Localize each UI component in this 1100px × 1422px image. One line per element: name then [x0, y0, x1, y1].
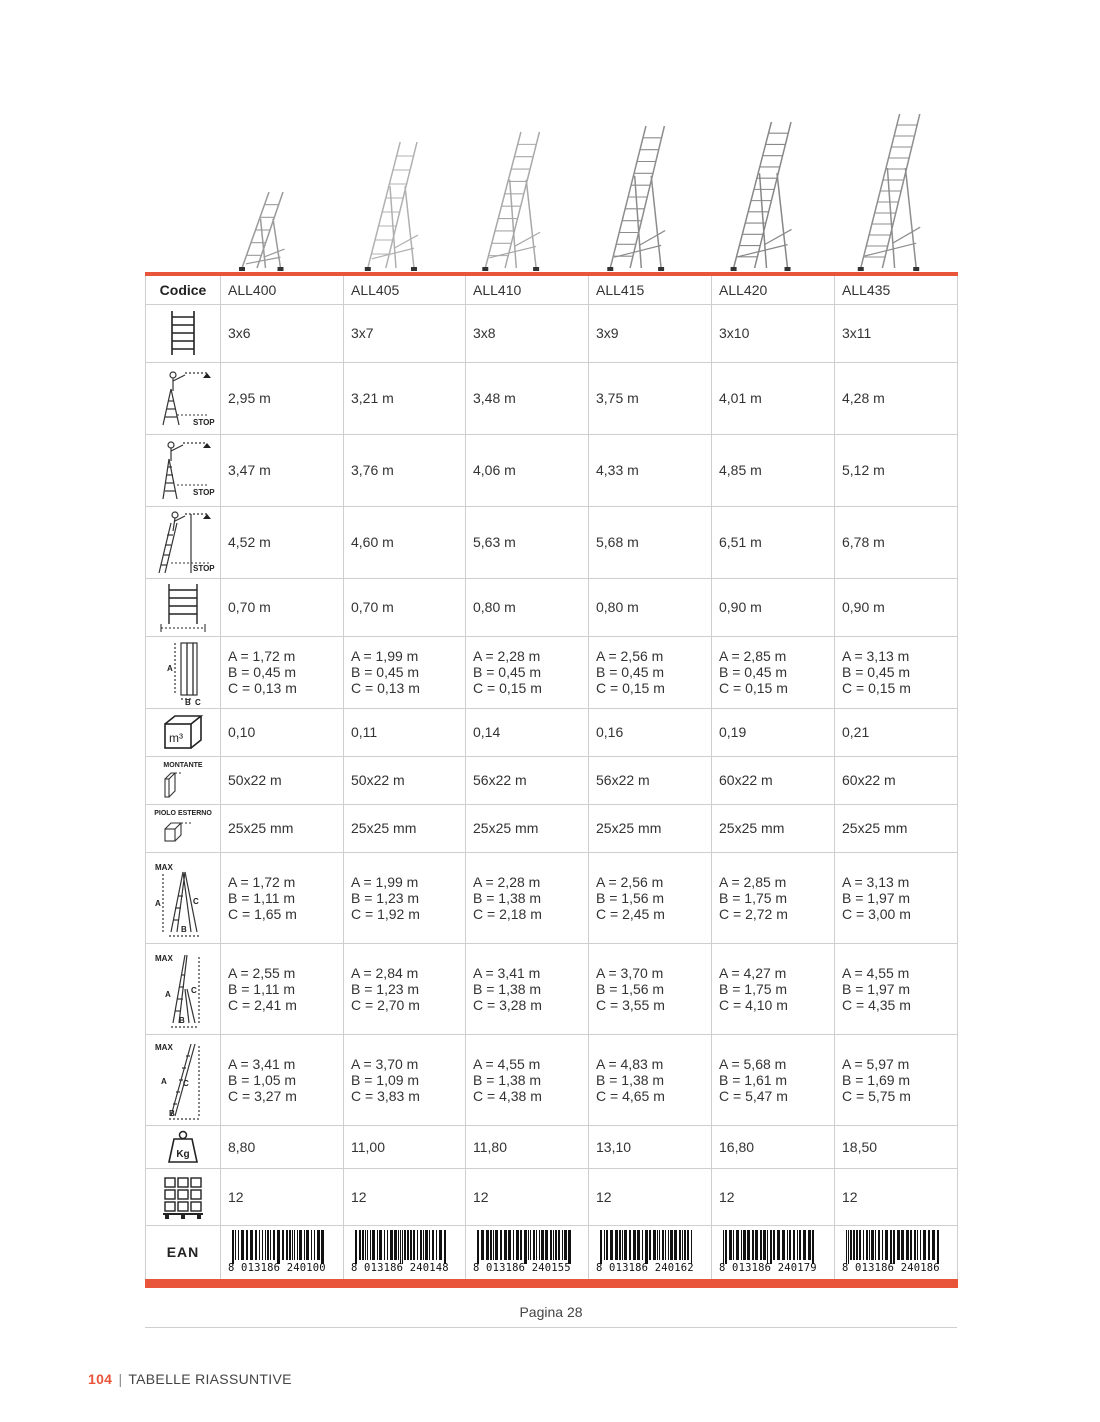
pallet-value: 12 [589, 1168, 712, 1225]
svg-text:m³: m³ [169, 731, 183, 745]
model-code: ALL415 [589, 274, 712, 304]
max-config-value: A = 3,41 m B = 1,38 m C = 3,28 m [466, 943, 589, 1034]
max-config-value: A = 1,72 m B = 1,11 m C = 1,65 m [221, 852, 344, 943]
model-code: ALL400 [221, 274, 344, 304]
max-config-value: A = 3,13 m B = 1,97 m C = 3,00 m [835, 852, 958, 943]
volume-row [146, 708, 958, 756]
ladder-rungs-icon [146, 304, 221, 362]
working-height-value: 6,51 m [712, 506, 835, 578]
model-code: ALL420 [712, 274, 835, 304]
svg-text:A: A [165, 989, 171, 999]
svg-text:A: A [167, 664, 173, 673]
max-config-value: A = 3,70 m B = 1,56 m C = 3,55 m [589, 943, 712, 1034]
ladder-all405-icon [363, 140, 423, 272]
barcode-icon [473, 1230, 573, 1264]
pallet-value: 12 [835, 1168, 958, 1225]
rungs-value: 3x6 [221, 304, 344, 362]
width-value: 0,70 m [344, 578, 466, 636]
rungs-value: 3x9 [589, 304, 712, 362]
ladder-all435-icon [855, 112, 927, 272]
model-code: ALL410 [466, 274, 589, 304]
ean-barcode: 8 013186 240100 [221, 1225, 344, 1283]
model-code: ALL405 [344, 274, 466, 304]
rung-profile-value: 25x25 mm [221, 804, 344, 852]
ladder-image-all420 [728, 120, 798, 272]
working-height-value: 3,21 m [344, 362, 466, 434]
max-config-value: A = 4,55 m B = 1,38 m C = 4,38 m [466, 1034, 589, 1125]
divider [145, 1327, 957, 1328]
working-height-value: 5,68 m [589, 506, 712, 578]
max-config-value: A = 2,28 m B = 1,38 m C = 2,18 m [466, 852, 589, 943]
weight-value: 8,80 [221, 1125, 344, 1168]
ean-row [146, 1225, 958, 1283]
volume-value: 0,10 [221, 708, 344, 756]
svg-text:B: B [169, 1108, 175, 1118]
footer-section: TABELLE RIASSUNTIVE [128, 1371, 292, 1387]
rungs-value: 3x7 [344, 304, 466, 362]
rail-profile-value: 60x22 m [835, 756, 958, 804]
width-row [146, 578, 958, 636]
svg-text:STOP: STOP [193, 418, 215, 427]
pallet-value: 12 [712, 1168, 835, 1225]
max-config-value: A = 2,84 m B = 1,23 m C = 2,70 m [344, 943, 466, 1034]
max-config-value: A = 4,83 m B = 1,38 m C = 4,65 m [589, 1034, 712, 1125]
footer [88, 1371, 292, 1387]
working-height-leaning-ladder-icon [146, 506, 221, 578]
working-height-stepladder-row [146, 362, 958, 434]
working-height-value: 3,76 m [344, 434, 466, 506]
rail-profile-value: 50x22 m [344, 756, 466, 804]
max-extended-row [146, 943, 958, 1034]
max-config-value: A = 1,99 m B = 1,23 m C = 1,92 m [344, 852, 466, 943]
ean-barcode: 8 013186 240155 [466, 1225, 589, 1283]
working-height-value: 3,48 m [466, 362, 589, 434]
ladder-images [145, 100, 957, 272]
max-leaning-row [146, 1034, 958, 1125]
ean-barcode: 8 013186 240179 [712, 1225, 835, 1283]
width-value: 0,70 m [221, 578, 344, 636]
barcode-icon [228, 1230, 328, 1264]
ladder-width-icon [146, 578, 221, 636]
closed-dimensions-row [146, 636, 958, 708]
footer-page-number: 104 [88, 1371, 113, 1387]
ladder-image-all410 [480, 130, 546, 272]
rung-profile-value: 25x25 mm [589, 804, 712, 852]
rungs-value: 3x8 [466, 304, 589, 362]
ean-barcode: 8 013186 240148 [344, 1225, 466, 1283]
weight-row [146, 1125, 958, 1168]
svg-text:STOP: STOP [193, 488, 215, 497]
width-value: 0,90 m [835, 578, 958, 636]
working-height-leaning-row [146, 506, 958, 578]
max-config-value: A = 2,85 m B = 1,75 m C = 2,72 m [712, 852, 835, 943]
rail-profile-icon [146, 756, 221, 804]
spec-table [145, 272, 958, 1288]
footer-separator: | [118, 1371, 123, 1387]
barcode-icon [351, 1230, 451, 1264]
svg-text:STOP: STOP [193, 564, 215, 573]
width-value: 0,80 m [466, 578, 589, 636]
svg-text:B: B [181, 924, 187, 934]
pallet-value: 12 [344, 1168, 466, 1225]
ladder-image-all415 [605, 124, 671, 272]
working-height-stepladder-icon [146, 362, 221, 434]
svg-text:MAX: MAX [155, 862, 173, 872]
pallet-value: 12 [466, 1168, 589, 1225]
header-row [146, 274, 958, 304]
working-height-value: 2,95 m [221, 362, 344, 434]
max-config-value: A = 4,27 m B = 1,75 m C = 4,10 m [712, 943, 835, 1034]
working-height-value: 3,75 m [589, 362, 712, 434]
max-stepladder-config-icon [146, 852, 221, 943]
rung-profile-value: 25x25 mm [835, 804, 958, 852]
working-height-value: 4,33 m [589, 434, 712, 506]
barcode-icon [596, 1230, 696, 1264]
width-value: 0,90 m [712, 578, 835, 636]
closed-dimensions-value: A = 2,28 m B = 0,45 m C = 0,15 m [466, 636, 589, 708]
working-height-extended-stepladder-icon [146, 434, 221, 506]
ean-label: EAN [146, 1225, 221, 1283]
barcode-icon [842, 1230, 942, 1264]
volume-value: 0,14 [466, 708, 589, 756]
svg-text:MONTANTE: MONTANTE [163, 762, 203, 769]
weight-value: 11,80 [466, 1125, 589, 1168]
weight-value: 13,10 [589, 1125, 712, 1168]
ladder-all420-icon [728, 120, 798, 272]
weight-kg-icon [146, 1125, 221, 1168]
working-height-value: 4,60 m [344, 506, 466, 578]
working-height-value: 5,63 m [466, 506, 589, 578]
max-config-value: A = 3,41 m B = 1,05 m C = 3,27 m [221, 1034, 344, 1125]
rail-profile-value: 50x22 m [221, 756, 344, 804]
rungs-row [146, 304, 958, 362]
ladder-all410-icon [480, 130, 546, 272]
rung-profile-value: 25x25 mm [344, 804, 466, 852]
max-config-value: A = 5,68 m B = 1,61 m C = 5,47 m [712, 1034, 835, 1125]
page-label: Pagina 28 [519, 1304, 583, 1320]
rail-profile-row [146, 756, 958, 804]
svg-text:C: C [183, 1078, 189, 1088]
closed-dimensions-value: A = 2,56 m B = 0,45 m C = 0,15 m [589, 636, 712, 708]
working-height-value: 4,85 m [712, 434, 835, 506]
closed-dimensions-icon [146, 636, 221, 708]
ladder-all400-icon [238, 190, 288, 272]
volume-value: 0,11 [344, 708, 466, 756]
volume-value: 0,16 [589, 708, 712, 756]
ladder-image-all400 [238, 190, 288, 272]
ladder-image-all405 [363, 140, 423, 272]
working-height-value: 4,52 m [221, 506, 344, 578]
svg-text:A: A [161, 1076, 167, 1086]
max-config-value: A = 2,56 m B = 1,56 m C = 2,45 m [589, 852, 712, 943]
rung-profile-value: 25x25 mm [712, 804, 835, 852]
rungs-value: 3x10 [712, 304, 835, 362]
working-height-value: 4,28 m [835, 362, 958, 434]
svg-text:C: C [195, 698, 201, 705]
max-config-value: A = 5,97 m B = 1,69 m C = 5,75 m [835, 1034, 958, 1125]
rail-profile-value: 56x22 m [466, 756, 589, 804]
closed-dimensions-value: A = 2,85 m B = 0,45 m C = 0,15 m [712, 636, 835, 708]
working-height-extended-row [146, 434, 958, 506]
svg-text:MAX: MAX [155, 1042, 173, 1052]
barcode-icon [719, 1230, 819, 1264]
codice-label: Codice [146, 274, 221, 304]
svg-text:MAX: MAX [155, 953, 173, 963]
working-height-value: 6,78 m [835, 506, 958, 578]
ladder-image-all435 [855, 112, 927, 272]
max-config-value: A = 2,55 m B = 1,11 m C = 2,41 m [221, 943, 344, 1034]
rung-profile-row [146, 804, 958, 852]
rung-profile-icon [146, 804, 221, 852]
svg-text:B: B [185, 698, 191, 705]
model-code: ALL435 [835, 274, 958, 304]
working-height-value: 4,01 m [712, 362, 835, 434]
svg-text:C: C [193, 896, 199, 906]
svg-text:A: A [155, 898, 161, 908]
ean-barcode: 8 013186 240186 [835, 1225, 958, 1283]
rung-profile-value: 25x25 mm [466, 804, 589, 852]
closed-dimensions-value: A = 1,99 m B = 0,45 m C = 0,13 m [344, 636, 466, 708]
pallet-value: 12 [221, 1168, 344, 1225]
width-value: 0,80 m [589, 578, 712, 636]
closed-dimensions-value: A = 3,13 m B = 0,45 m C = 0,15 m [835, 636, 958, 708]
weight-value: 11,00 [344, 1125, 466, 1168]
rail-profile-value: 60x22 m [712, 756, 835, 804]
svg-text:B: B [179, 1015, 185, 1025]
working-height-value: 5,12 m [835, 434, 958, 506]
pallet-boxes-icon [146, 1168, 221, 1225]
rail-profile-value: 56x22 m [589, 756, 712, 804]
pallet-row [146, 1168, 958, 1225]
volume-cube-icon [146, 708, 221, 756]
max-extended-stepladder-config-icon [146, 943, 221, 1034]
closed-dimensions-value: A = 1,72 m B = 0,45 m C = 0,13 m [221, 636, 344, 708]
max-config-value: A = 3,70 m B = 1,09 m C = 3,83 m [344, 1034, 466, 1125]
weight-value: 16,80 [712, 1125, 835, 1168]
max-stepladder-row [146, 852, 958, 943]
max-leaning-ladder-config-icon [146, 1034, 221, 1125]
spec-table-container [145, 272, 957, 1288]
ladder-all415-icon [605, 124, 671, 272]
rungs-value: 3x11 [835, 304, 958, 362]
volume-value: 0,21 [835, 708, 958, 756]
weight-value: 18,50 [835, 1125, 958, 1168]
working-height-value: 3,47 m [221, 434, 344, 506]
volume-value: 0,19 [712, 708, 835, 756]
svg-text:PIOLO ESTERNO: PIOLO ESTERNO [154, 810, 212, 817]
ean-barcode: 8 013186 240162 [589, 1225, 712, 1283]
working-height-value: 4,06 m [466, 434, 589, 506]
svg-text:Kg: Kg [176, 1148, 190, 1160]
max-config-value: A = 4,55 m B = 1,97 m C = 4,35 m [835, 943, 958, 1034]
svg-text:C: C [191, 985, 197, 995]
